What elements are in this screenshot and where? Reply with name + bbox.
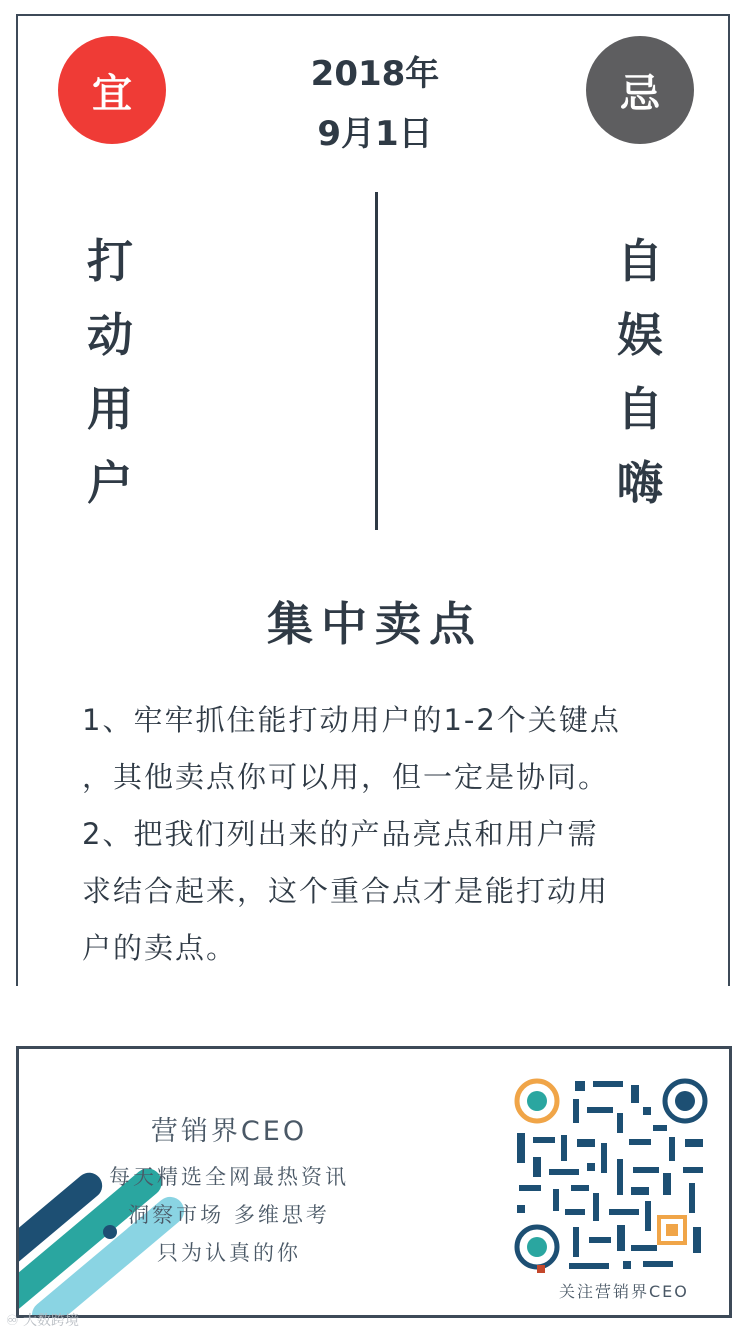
vertical-divider (375, 192, 378, 530)
date-year: 2018年 (310, 54, 440, 94)
watermark (6, 1310, 79, 1330)
body-line: 求结合起来，这个重合点才是能打动用 (82, 874, 610, 908)
avoid-label: 忌 (620, 70, 660, 117)
slogan-line: 每天精选全网最热资讯 (109, 1165, 349, 1189)
avoid-char: 嗨 (617, 456, 663, 510)
qr-code-icon[interactable] (513, 1077, 709, 1273)
slogan-line: 洞察市场 多维思考 (128, 1203, 330, 1227)
body-line: 2、把我们列出来的产品亮点和用户需 (82, 817, 599, 851)
avoid-char: 娱 (617, 308, 663, 362)
suitable-column (80, 224, 140, 520)
body-line: 户的卖点。 (82, 931, 238, 965)
qr-caption: 关注营销界CEO (559, 1282, 689, 1301)
avoid-char: 自 (617, 234, 663, 288)
slogan-line: 只为认真的你 (157, 1241, 301, 1265)
avoid-char: 自 (617, 382, 663, 436)
account-name: 营销界CEO (150, 1116, 308, 1147)
suitable-char: 打 (87, 234, 133, 288)
section-heading: 集中卖点 (267, 597, 483, 651)
watermark-text: 大数跨境 (23, 1313, 80, 1329)
suitable-char: 动 (87, 308, 133, 362)
body-line: 1、牢牢抓住能打动用户的1-2个关键点 (82, 703, 621, 737)
promo-banner (16, 1046, 732, 1318)
date-day: 9月1日 (317, 114, 433, 154)
almanac-card (16, 14, 730, 986)
suitable-char: 户 (87, 456, 133, 510)
body-paragraph (82, 692, 682, 977)
suitable-char: 用 (87, 382, 133, 436)
suitable-label: 宜 (92, 70, 132, 117)
avoid-column (610, 224, 670, 520)
body-line: ，其他卖点你可以用，但一定是协同。 (82, 760, 610, 794)
watermark-logo-icon: ♾ (6, 1313, 24, 1329)
